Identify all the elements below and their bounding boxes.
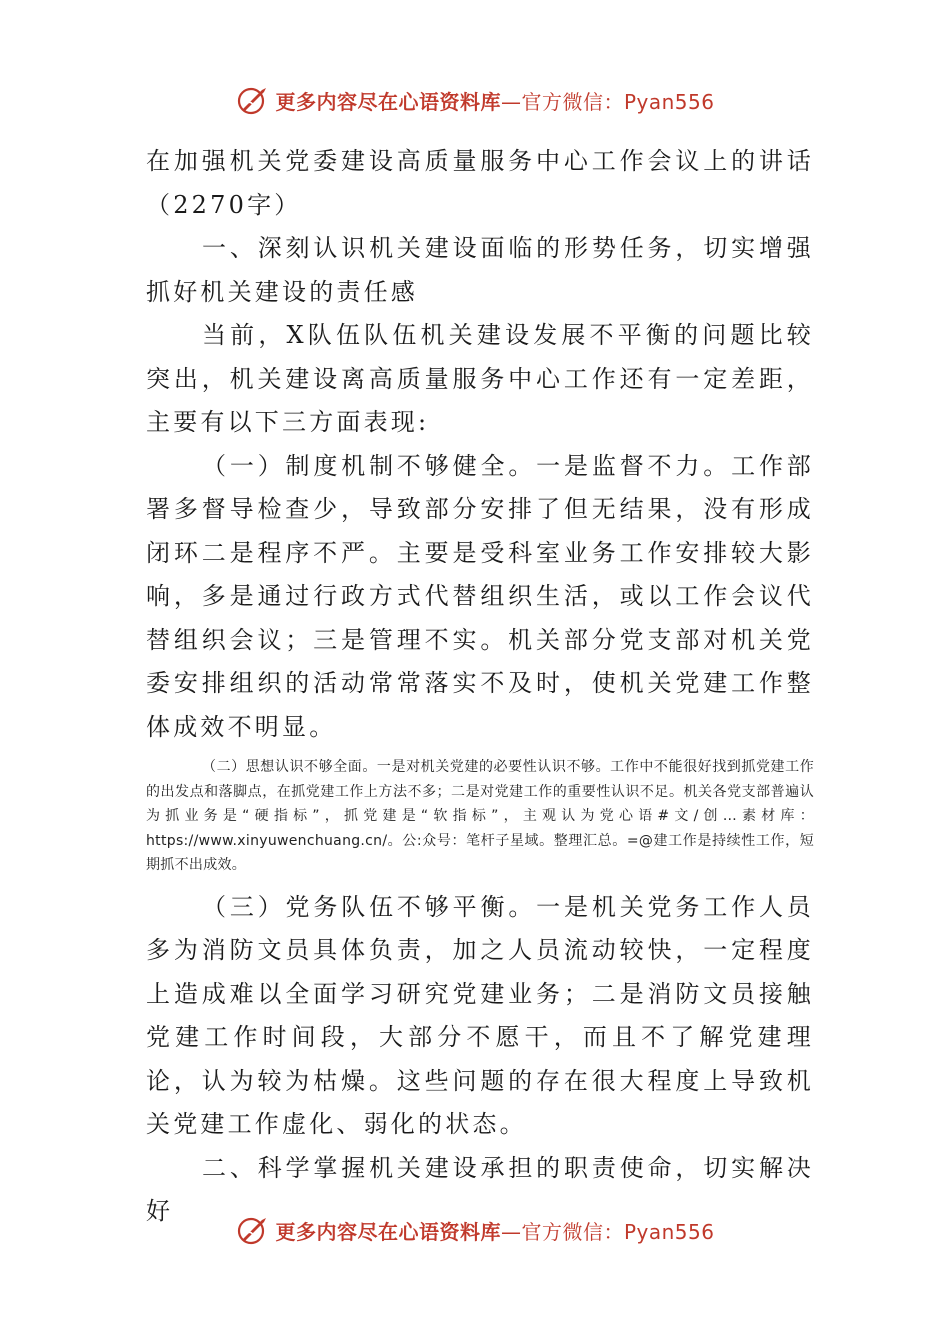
- footer-banner: [0, 1208, 950, 1252]
- document-title: 在加强机关党委建设高质量服务中心工作会议上的讲话（2270字）: [146, 147, 814, 219]
- section-heading-1: 一、深刻认识机关建设面临的形势任务，切实增强抓好机关建设的责任感: [146, 234, 814, 306]
- banner-brand: 更多内容尽在心语资料库: [275, 89, 501, 114]
- paragraph-2: （一）制度机制不够健全。一是监督不力。工作部署多督导检查少，导致部分安排了但无结果，没有形成闭环二是程序不严。主要是受科室业务工作安排较大影响，多是通过行政方式代替组织生活，或以工作会议代替组织会议；三是管理不实。机关部分党支部对机关党委安排组织的活动常常落实不及时，使机关党建工作整体成效不明显。: [146, 451, 814, 741]
- banner-separator: —: [500, 1219, 522, 1244]
- pen-logo-icon: [235, 1212, 271, 1248]
- header-banner: [0, 78, 950, 122]
- paragraph-3: （二）思想认识不够全面。一是对机关党建的必要性认识不够。工作中不能很好找到抓党建工作的出发点和落脚点，在抓党建工作上方法不多；二是对党建工作的重要性认识不足。机关各党支部普遍认为抓业务是“硬指标”，抓党建是“软指标”，主观认为党心语#文/创…素材库：https://www.xinyuwenchuang.cn/。公:众号：笔杆子星域。整理汇总。=@建工作是持续性工作，短期抓不出成效。: [146, 759, 814, 873]
- pen-logo-icon: [235, 82, 271, 118]
- document-body: [146, 140, 814, 1234]
- paragraph-4: （三）党务队伍不够平衡。一是机关党务工作人员多为消防文员具体负责，加之人员流动较快，一定程度上造成难以全面学习研究党建业务；二是消防文员接触党建工作时间段，大部分不愿干，而且不了解党建理论，认为较为枯燥。这些问题的存在很大程度上导致机关党建工作虚化、弱化的状态。: [146, 892, 814, 1138]
- banner-wechat: 官方微信：Pyan556: [521, 1219, 715, 1244]
- banner-separator: —: [500, 89, 522, 114]
- banner-brand: 更多内容尽在心语资料库: [275, 1219, 501, 1244]
- banner-text: [275, 86, 714, 115]
- banner-text: [275, 1216, 714, 1245]
- banner-wechat: 官方微信：Pyan556: [521, 89, 715, 114]
- section-heading-2: 二、科学掌握机关建设承担的职责使命，切实解决好: [146, 1153, 814, 1225]
- paragraph-1: 当前，X队伍队伍机关建设发展不平衡的问题比较突出，机关建设离高质量服务中心工作还有一定差距，主要有以下三方面表现:: [146, 321, 814, 436]
